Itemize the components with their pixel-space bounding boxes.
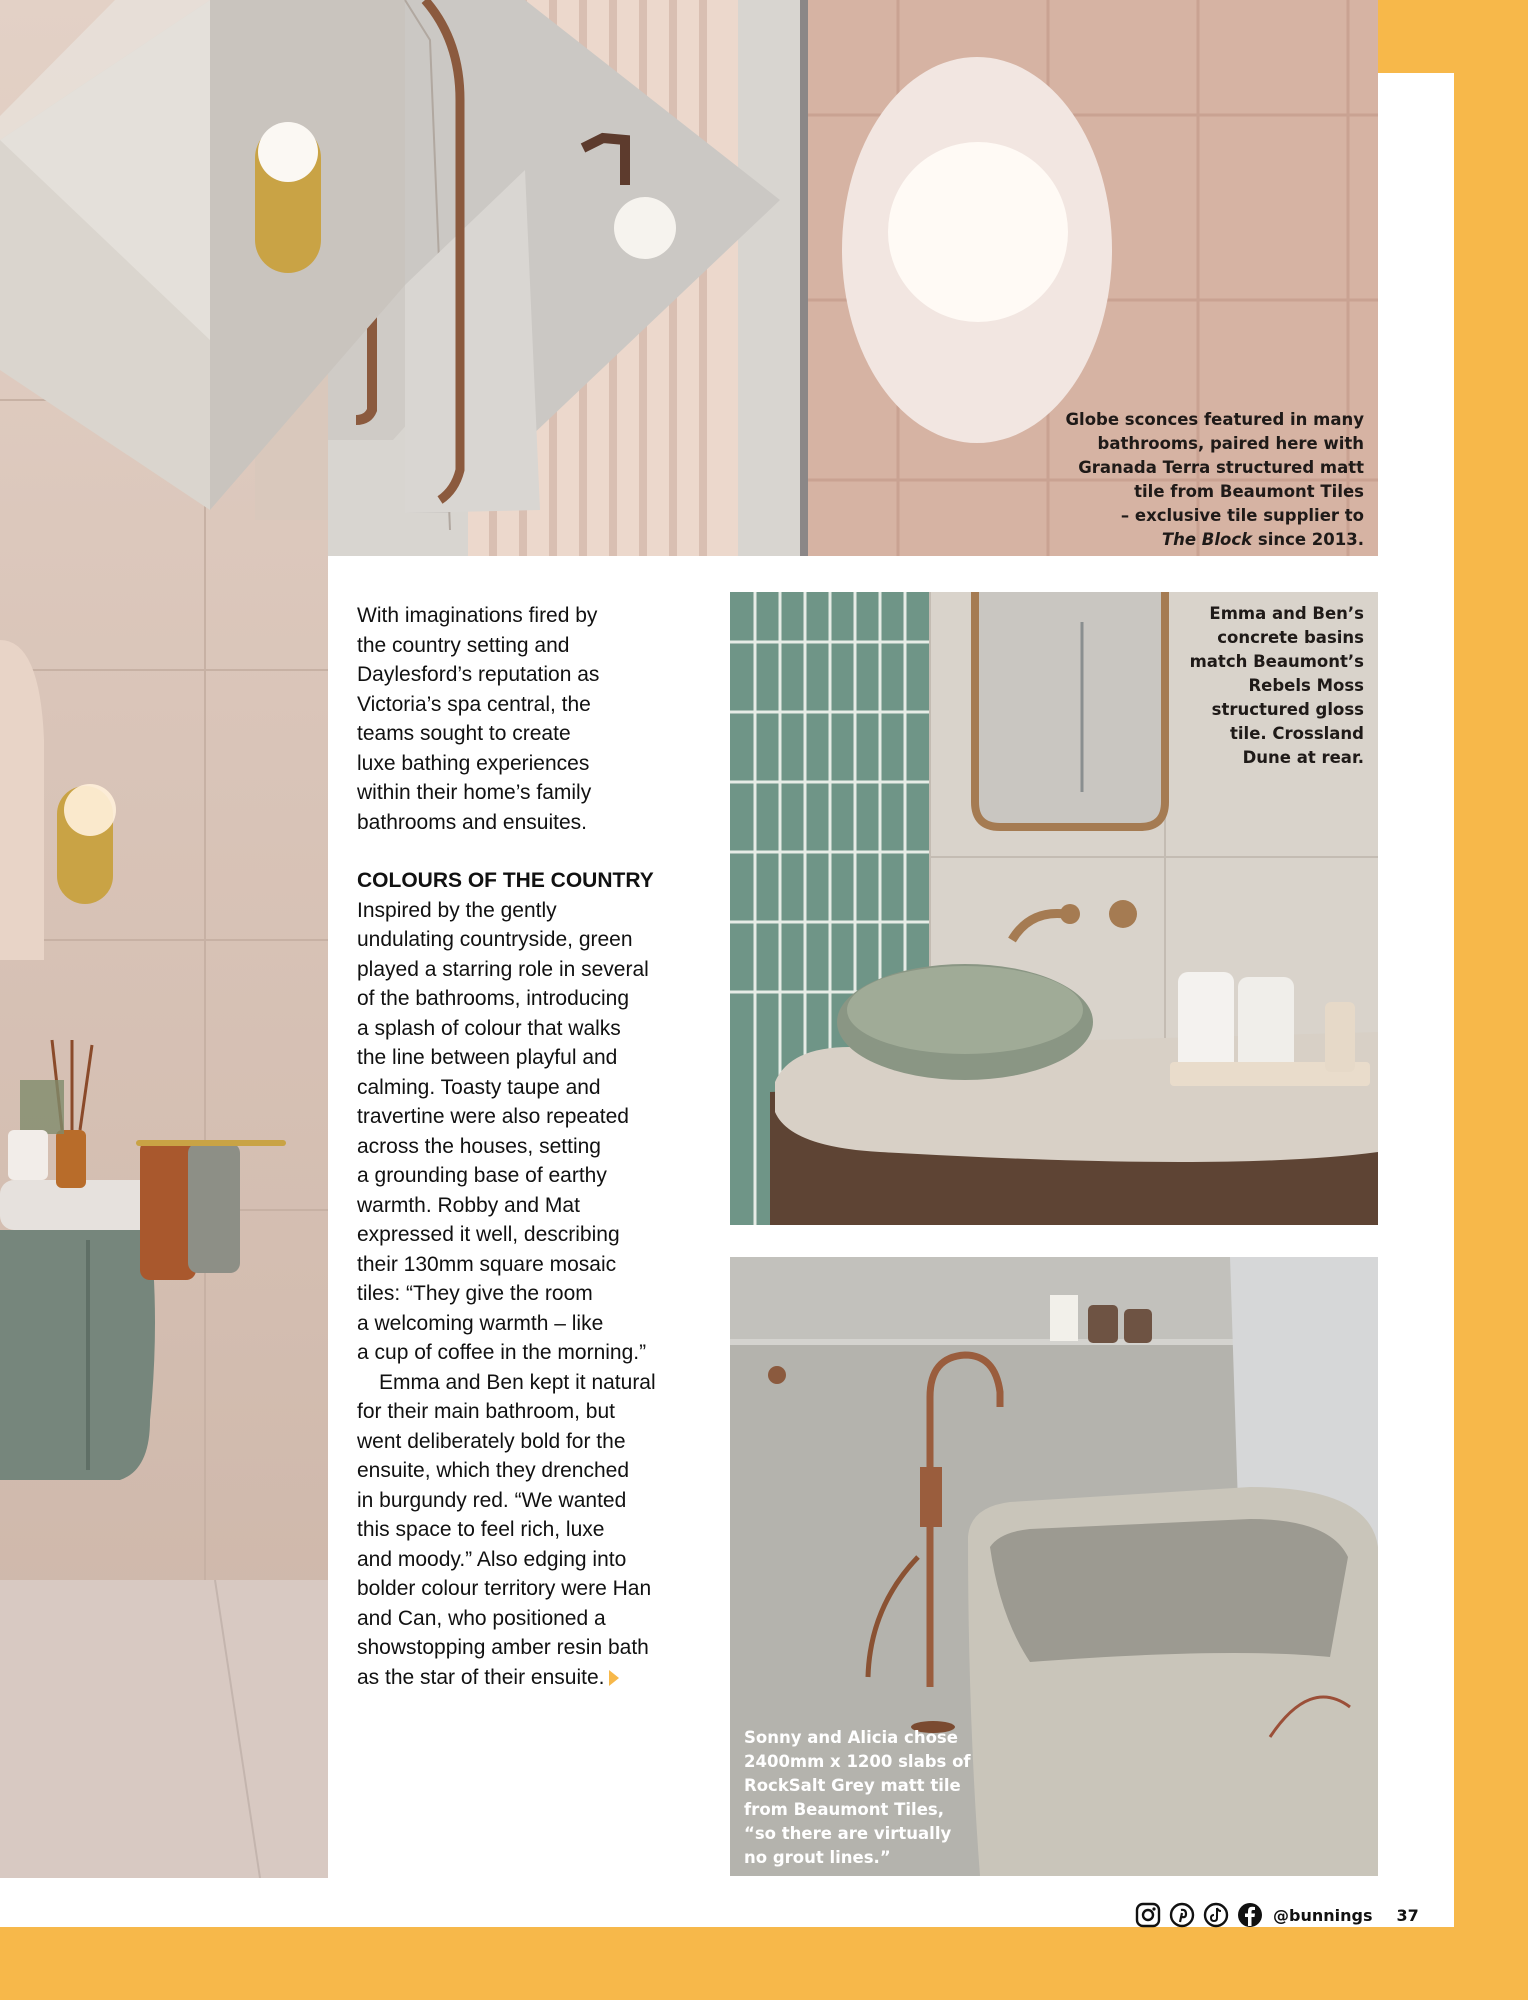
body-paragraph: Inspired by the gently undulating countryside, green played a starring role in several of the bathrooms, introducing a splash of colour that walks the line between playful and calming. Toasty taupe and travertine were also repeated across the houses, setting a grounding base of earthy warmth. Robby and Mat expressed it well, describing their 130mm square mosaic tiles: “They give the room a welcoming warmth – like a cup of coffee in the morning.” [357,898,649,1364]
caption-line: Rebels Moss [1248,676,1364,695]
caption-line: Emma and Ben’s [1209,604,1364,623]
caption-line: Dune at rear. [1242,748,1364,767]
social-handle[interactable]: @bunnings [1273,1905,1373,1925]
concrete-basin-caption [1164,602,1364,770]
caption-line: “so there are virtually [744,1824,952,1843]
intro-paragraph: With imaginations fired by the country setting and Daylesford’s reputation as Victoria’s spa central, the teams sought to create luxe bathing experiences within their home’s family bathrooms and ensuites. [357,604,600,834]
caption-line: structured gloss [1211,700,1364,719]
caption-text: since 2013. [1252,530,1364,549]
article-body [357,601,702,1692]
end-mark-icon [609,1670,619,1686]
body-paragraph: Emma and Ben kept it natural for their main bathroom, but went deliberately bold for the ensuite, which they drenched in burgundy red. “We wanted this space to feel rich, luxe and moody.” Also edging into bolder colour territory were Han and Can, who positioned a showstopping amber resin bath as the star of their ensuite. [357,1370,656,1689]
caption-line [1064,528,1364,552]
concrete-basin-photo [730,592,1378,1225]
facebook-icon[interactable] [1237,1902,1263,1928]
bathtub-caption [744,1726,1004,1870]
pinterest-icon[interactable] [1169,1902,1195,1928]
caption-line: no grout lines.” [744,1848,891,1867]
caption-line: Sonny and Alicia chose [744,1728,958,1747]
caption-line: concrete basins [1217,628,1364,647]
bathtub-photo [730,1257,1378,1876]
instagram-icon[interactable] [1135,1902,1161,1928]
section-heading: COLOURS OF THE COUNTRY [357,869,654,892]
caption-line: tile from Beaumont Tiles [1134,482,1364,501]
caption-line: tile. Crossland [1230,724,1364,743]
caption-line: from Beaumont Tiles, [744,1800,944,1819]
page-number: 37 [1396,1905,1419,1925]
caption-line: bathrooms, paired here with [1097,434,1364,453]
tile-collage-overlay [0,0,780,560]
caption-line: Globe sconces featured in many [1065,410,1364,429]
globe-sconce-caption [1064,408,1364,552]
caption-line: match Beaumont’s [1189,652,1364,671]
caption-line: – exclusive tile supplier to [1120,506,1364,525]
caption-line: Granada Terra structured matt [1078,458,1364,477]
tiktok-icon[interactable] [1203,1902,1229,1928]
show-title: The Block [1161,530,1253,549]
caption-line: RockSalt Grey matt tile [744,1776,961,1795]
page-footer [1135,1898,1419,1932]
caption-line: 2400mm x 1200 slabs of [744,1752,971,1771]
